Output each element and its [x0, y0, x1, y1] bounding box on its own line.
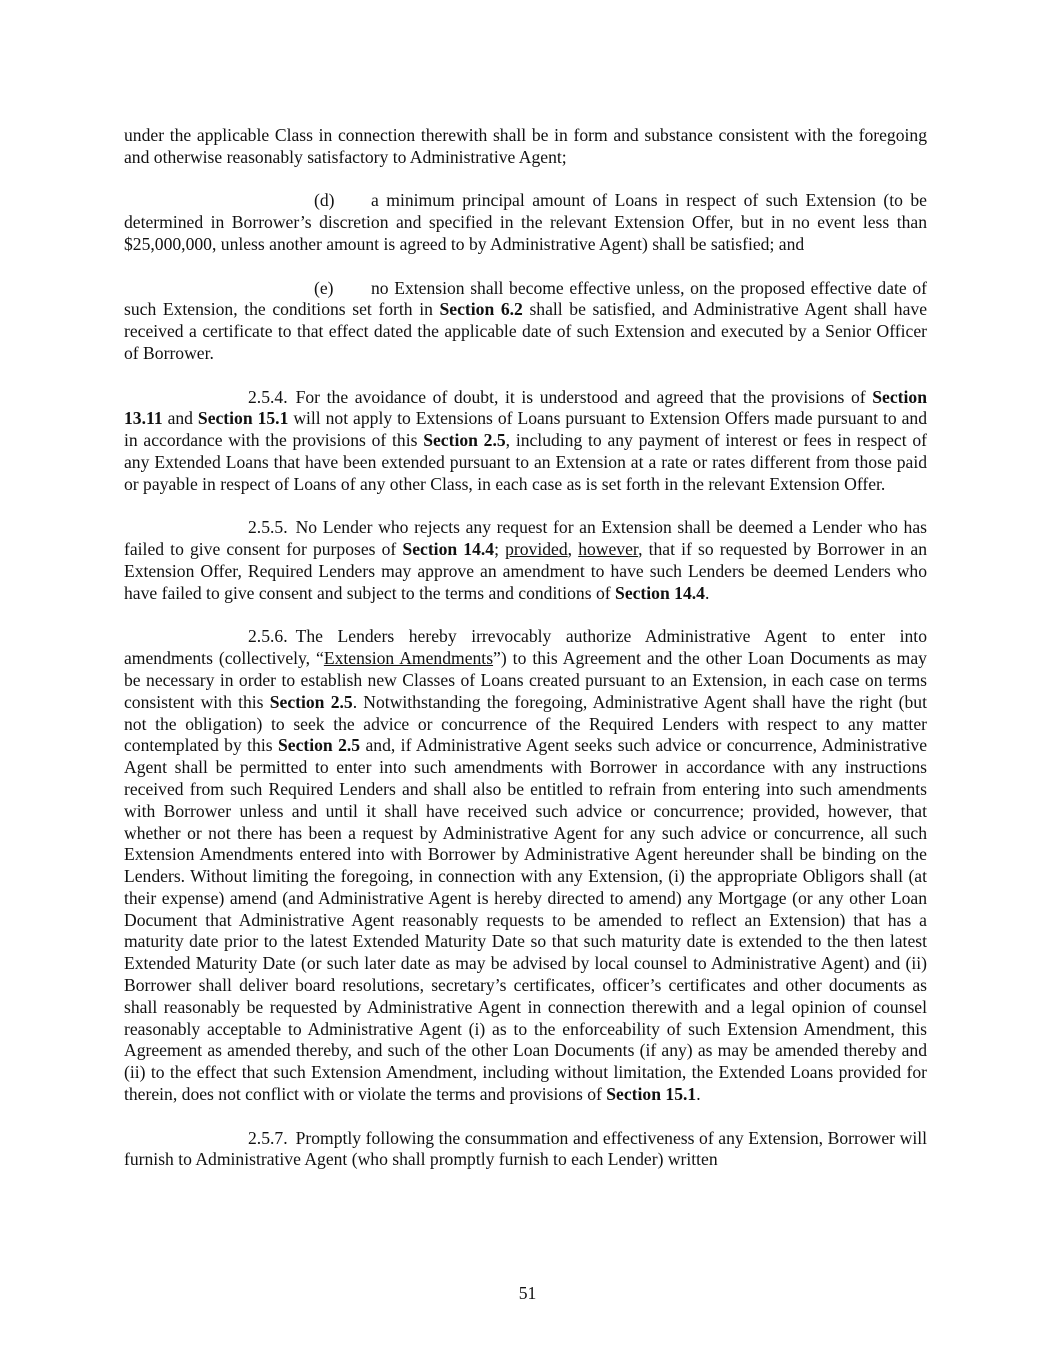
underlined-term: however [578, 539, 639, 560]
section-number: 2.5.6. [248, 626, 288, 647]
text-run: shall be satisfied, and Administrative Agent shall have received a certificate to that effect dated the applicable date of such Extension and executed by a Senior Officer of Borrower. [124, 299, 928, 363]
section-reference: Section 15.1 [197, 408, 289, 429]
paragraph-2-5-5 [124, 517, 927, 604]
section-number: 2.5.7. [248, 1127, 288, 1148]
text-run: no Extension shall become effective unless, on the proposed effective date of such Extension, the conditions set forth in [124, 277, 927, 320]
document-body [124, 125, 927, 1171]
section-number: 2.5.4. [248, 386, 288, 407]
text-run: , including to any payment of interest or fees in respect of any Extended Loans that have been extended pursuant to an Extension at a rate or rates different from those paid or payable in respect of Loans of any other Class, in each case as is set forth in the relevant Extension Offer. [124, 430, 927, 494]
paragraph-2-5-6 [124, 626, 927, 1106]
section-reference: Section 14.4 [402, 539, 495, 560]
section-number: 2.5.5. [248, 517, 288, 538]
section-reference: Section 13.11 [124, 386, 927, 429]
paragraph-2-5-7 [124, 1128, 927, 1172]
paragraph-continuation [124, 125, 927, 169]
paragraph-text: Promptly following the consummation and effectiveness of any Extension, Borrower will furnish to Administrative Agent (who shall promptly furnish to each Lender) written [124, 1127, 927, 1170]
text-run: . Notwithstanding the foregoing, Administrative Agent shall have the right (but not the obligation) to seek the advice or concurrence of the Required Lenders with respect to any matter contemplated by this [124, 691, 927, 756]
underlined-term: provided [505, 539, 568, 560]
section-reference: Section 15.1 [606, 1084, 697, 1105]
paragraph-2-5-4 [124, 387, 927, 496]
text-run: and [162, 408, 198, 429]
text-run: will not apply to Extensions of Loans pursuant to Extension Offers made pursuant to and in accordance with the provisions of this [124, 408, 927, 451]
page-number: 51 [518, 1283, 537, 1303]
section-reference: Section 14.4 [615, 582, 705, 603]
defined-term: Extension Amendments [323, 648, 494, 669]
paragraph-text: a minimum principal amount of Loans in respect of such Extension (to be determined in Borrower’s discretion and specified in the relevant Extension Offer, but in no event less than $25,000,000, unless another amount is agreed to by Administrative Agent) shall be satisfied; and [124, 190, 927, 254]
text-run: . [696, 1084, 701, 1105]
text-run: , [567, 539, 579, 560]
text-run: ”) to this Agreement and the other Loan Documents as may be necessary in order to establish new Classes of Loans created pursuant to an Extension, in each case on terms consistent with this [124, 648, 927, 712]
section-reference: Section 2.5 [269, 691, 353, 712]
section-reference: Section 2.5 [277, 735, 361, 756]
text-run: For the avoidance of doubt, it is understood and agreed that the provisions of [295, 386, 873, 407]
paragraph-number: (e) [314, 277, 334, 298]
text-run: . [704, 582, 710, 603]
section-reference: Section 6.2 [439, 299, 523, 320]
text-run: The Lenders hereby irrevocably authorize Administrative Agent to enter into amendments (collectively, “ [124, 626, 927, 669]
paragraph-text: under the applicable Class in connection therewith shall be in form and substance consistent with the foregoing and otherwise reasonably satisfactory to Administrative Agent; [124, 125, 927, 167]
text-run: ; [494, 539, 506, 560]
paragraph-d [124, 190, 927, 255]
paragraph-e [124, 278, 927, 365]
text-run: , that if so requested by Borrower in an Extension Offer, Required Lenders may approve an amendment to have such Lenders be deemed Lenders who have failed to give consent and subject to the terms and conditions of [124, 539, 928, 603]
section-reference: Section 2.5 [423, 430, 506, 451]
text-run: and, if Administrative Agent seeks such advice or concurrence, Administrative Agent shall be permitted to enter into such amendments with Borrower in accordance with any instructions received from such Required Lenders and shall also be entitled to refrain from entering into such amendments with Borrower unless and until it shall have received such advice or concurrence; provided, however, that whether or not there has been a request by Administrative Agent for any such advice or concurrence, all such Extension Amendments entered into with Borrower by Administrative Agent hereunder shall be binding on the Lenders. Without limiting the foregoing, in connection with any Extension, (i) the appropriate Obligors shall (at their expense) amend (and Administrative Agent is hereby directed to amend) any Mortgage (or any other Loan Document that Administrative Agent reasonably requests to be amended to reflect an Extension) that has a maturity date prior to the latest Extended Maturity Date so that such maturity date is extended to the then latest Extended Maturity Date (or such later date as may be advised by local counsel to Administrative Agent) and (ii) Borrower shall deliver board resolutions, secretary’s certificates, officer’s certificates and other documents as shall reasonably be requested by Administrative Agent in connection therewith and a legal opinion of counsel reasonably acceptable to Administrative Agent (i) as to the enforceability of such Extension Amendment, this Agreement as amended thereby, and such of the other Loan Documents (if any) as may be amended thereby and (ii) to the effect that such Extension Amendment, including without limitation, the Extended Loans provided for therein, does not conflict with or violate the terms and provisions of [124, 735, 928, 1105]
paragraph-number: (d) [314, 190, 335, 211]
text-run: No Lender who rejects any request for an Extension shall be deemed a Lender who has failed to give consent for purposes of [124, 517, 927, 560]
